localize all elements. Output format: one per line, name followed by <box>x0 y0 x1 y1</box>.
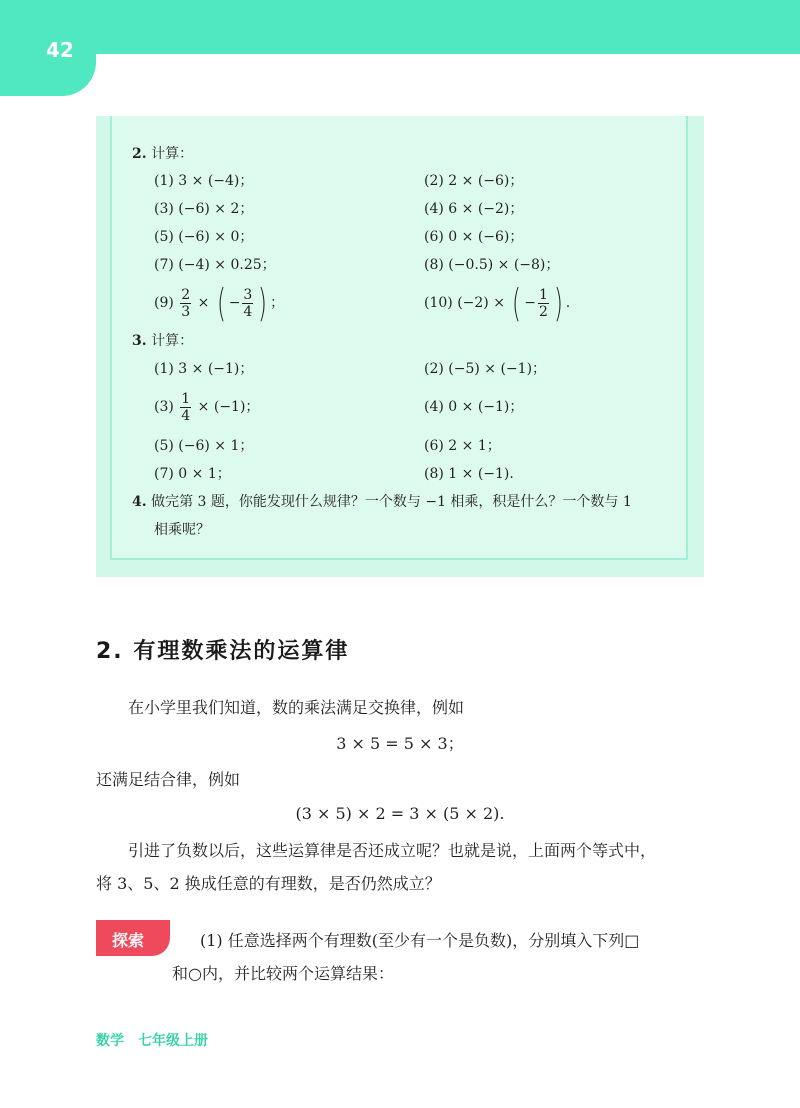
paragraph: 在小学里我们知道，数的乘法满足交换律，例如 <box>128 698 465 717</box>
explore-text: (1) 任意选择两个有理数(至少有一个是负数)，分别填入下列□ <box>200 931 640 950</box>
fraction: $\frac{1}{2}$ <box>538 286 548 320</box>
q2-item: (8) (−0.5) × (−8)； <box>424 257 560 273</box>
q2-item: (6) 0 × (−6)； <box>424 229 524 245</box>
header-bar <box>0 0 800 54</box>
q3-item: (1) 3 × (−1)； <box>154 361 254 377</box>
q2-item: (5) (−6) × 0； <box>154 229 254 245</box>
question-3-heading: 3. 计算： <box>132 333 194 349</box>
q2-item: (3) (−6) × 2； <box>154 201 254 217</box>
q3-item-3: (3) $\frac{1}{4}$ × (−1)； <box>154 390 260 424</box>
q3-item: (7) 0 × 1； <box>154 466 231 482</box>
q2-item: (7) (−4) × 0.25； <box>154 257 276 273</box>
fraction: $\frac{3}{4}$ <box>243 286 253 320</box>
explore-text: 和○内，并比较两个运算结果： <box>172 964 394 983</box>
q2-item: (1) 3 × (−4)； <box>154 173 254 189</box>
question-2-heading: 2. 计算： <box>132 146 194 162</box>
q3-item: (8) 1 × (−1). <box>424 466 514 482</box>
section-title: 2. 有理数乘法的运算律 <box>96 639 350 664</box>
equation-associative: (3 × 5) × 2 = 3 × (5 × 2). <box>295 804 505 823</box>
q2-item: (2) 2 × (−6)； <box>424 173 524 189</box>
fraction: $\frac{2}{3}$ <box>181 286 191 320</box>
explore-label: 探索 <box>112 931 145 950</box>
question-4-line2: 相乘呢？ <box>154 522 210 538</box>
footer-book-title: 数学 七年级上册 <box>96 1033 208 1049</box>
q2-item-10: (10) (−2) × ( − $\frac{1}{2}$ ) . <box>424 281 571 325</box>
paragraph: 引进了负数以后，这些运算律是否还成立呢？也就是说，上面两个等式中， <box>128 841 657 860</box>
q3-item: (4) 0 × (−1)； <box>424 399 524 415</box>
q3-item: (2) (−5) × (−1)； <box>424 361 547 377</box>
paragraph: 还满足结合律，例如 <box>96 770 241 789</box>
q2-item-9: (9) $\frac{2}{3}$ × ( − $\frac{3}{4}$ ) ； <box>154 281 285 325</box>
equation-commutative: 3 × 5 = 5 × 3； <box>336 734 464 753</box>
q3-item: (6) 2 × 1； <box>424 438 501 454</box>
fraction: $\frac{1}{4}$ <box>181 390 191 424</box>
page-number: 42 <box>46 38 74 62</box>
question-4: 4. 做完第 3 题，你能发现什么规律？一个数与 −1 相乘，积是什么？一个数与 1 <box>132 494 632 510</box>
paragraph: 将 3、5、2 换成任意的有理数，是否仍然成立？ <box>96 874 441 893</box>
q3-item: (5) (−6) × 1； <box>154 438 254 454</box>
q2-item: (4) 6 × (−2)； <box>424 201 524 217</box>
